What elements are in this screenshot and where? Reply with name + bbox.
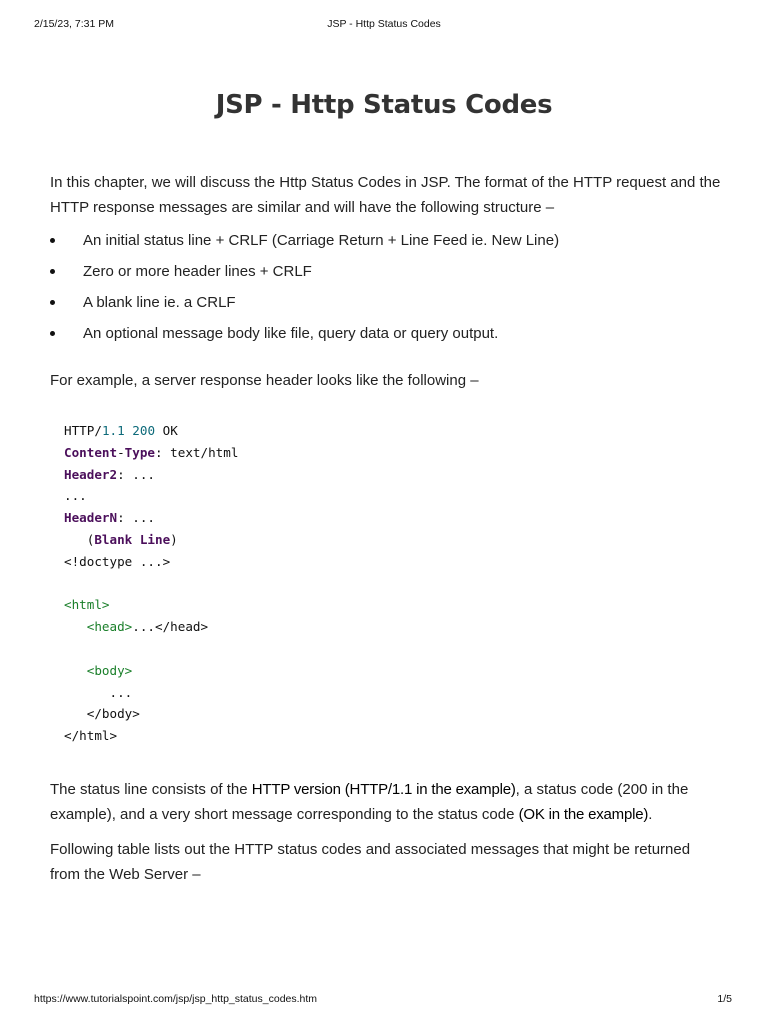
code-token: ( [86,531,95,547]
intro-paragraph: In this chapter, we will discuss the Http Status Codes in JSP. The format of the HTTP request and the HTTP response messages are similar and will have the following structure – [50,174,721,216]
code-token: </html> [64,728,118,744]
code-token: 1.1 [101,423,125,438]
code-token: </body> [86,706,140,722]
status-line-paragraph [50,777,722,827]
code-token: <!doctype ...> [64,553,171,569]
code-token: : ... [117,510,155,526]
code-token: Blank Line [94,531,171,547]
structure-list [50,228,722,352]
code-token: : ... [117,466,155,482]
list-item: An optional message body like file, query data or query output. [50,321,722,352]
page-url: https://www.tutorialspoint.com/jsp/jsp_http_status_codes.htm [34,993,318,1005]
example-intro: For example, a server response header looks like the following – [50,372,479,389]
code-token: / [94,423,102,438]
code-token: Content [64,444,118,460]
status-emphasis: (OK in the example) [518,805,649,823]
code-token: HTTP [64,423,95,438]
code-token: <html> [64,597,110,613]
print-footer [34,993,734,1007]
code-token: : text/html [155,444,239,460]
code-token: ... [64,488,87,504]
code-token: Header2 [64,466,118,482]
print-datetime: 2/15/23, 7:31 PM [34,18,114,30]
list-item: An initial status line + CRLF (Carriage Return + Line Feed ie. New Line) [50,228,722,259]
code-token: ) [170,531,178,547]
code-token: ... [132,619,155,635]
code-token: ... [109,684,133,700]
status-text: The status line consists of the [50,780,252,798]
code-token: Type [124,444,156,460]
page-number: 1/5 [717,993,732,1005]
code-block [64,420,722,747]
code-token: </head> [155,619,209,635]
status-text: , a status code (200 in the example), and a very short message corresponding to the status code [50,780,689,823]
list-item: Zero or more header lines + CRLF [50,259,722,290]
status-emphasis: HTTP version (HTTP/1.1 in the example) [251,780,516,798]
code-token: 200 [132,423,156,438]
code-token: <head> [86,619,133,635]
code-token: - [117,444,125,460]
table-intro-paragraph: Following table lists out the HTTP status codes and associated messages that might be returned from the Web Server – [50,840,691,883]
code-token: OK [162,423,178,438]
page-title: JSP - Http Status Codes [215,90,553,120]
article-content [50,170,722,887]
print-header [34,18,734,32]
status-text: . [648,805,653,823]
code-token: <body> [86,662,133,678]
print-title: JSP - Http Status Codes [327,18,441,30]
list-item: A blank line ie. a CRLF [50,290,722,321]
code-token: HeaderN [64,510,118,526]
